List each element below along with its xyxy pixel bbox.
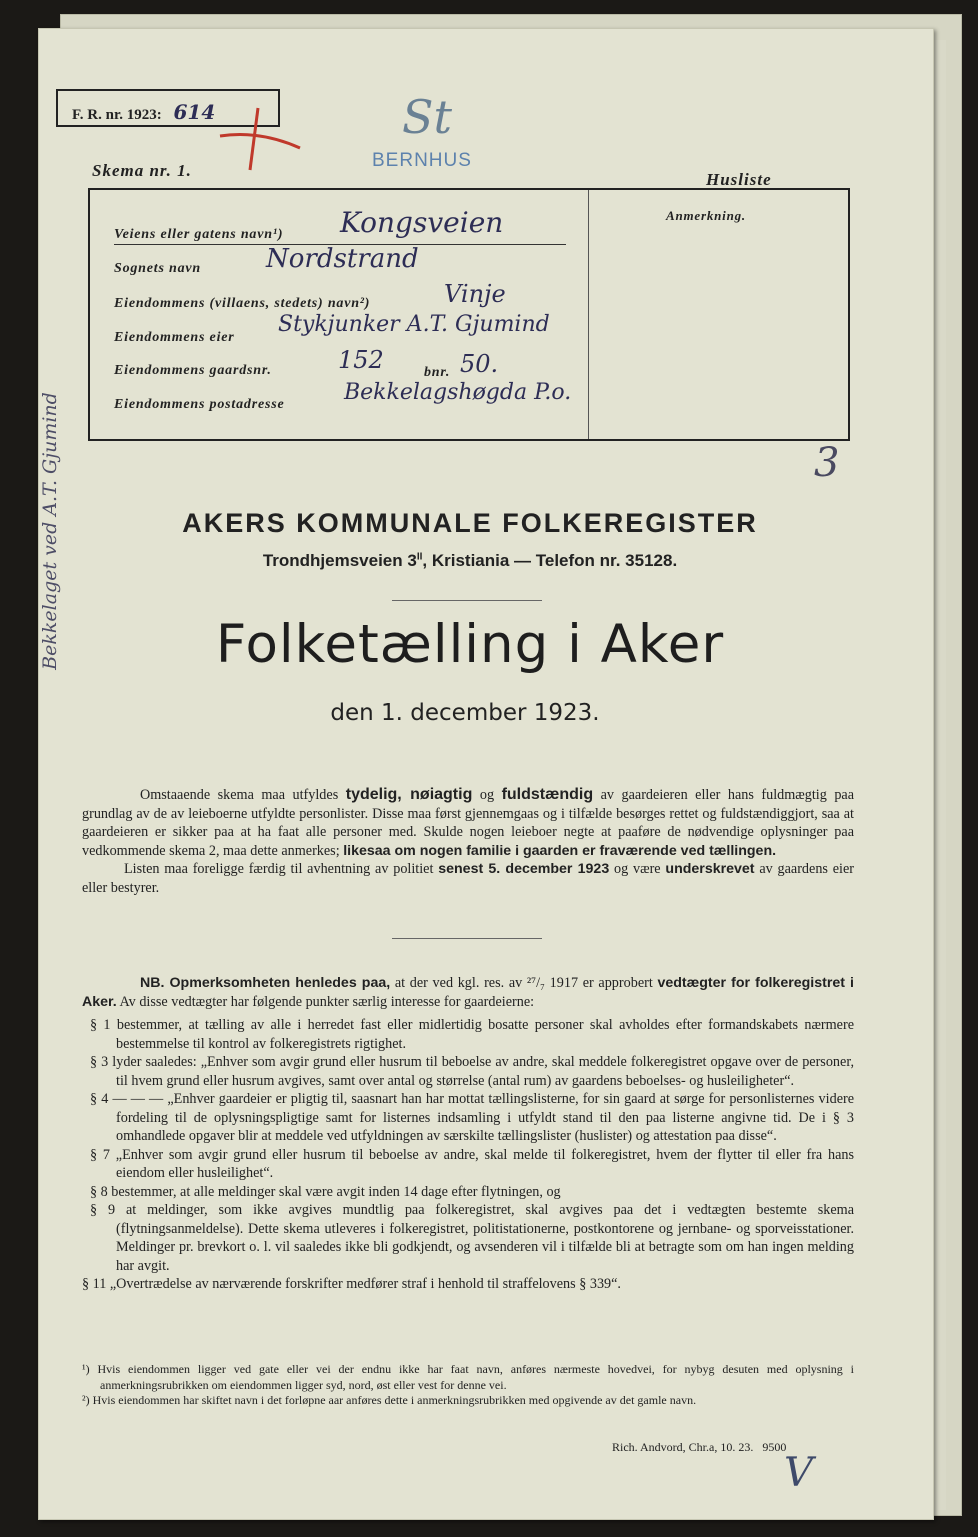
paragraph-text: — — — „Enhver gaardeier er pligtig til, saasnart han har mottat tællingslisterne, for sin gaard at sørge for personlisternes videre fordeling til de oplysningspligtige samt for listernes indsamling i utfyldt stand til den paa listerne angivne tid. De i § 3 omhandlede opgaver blir at meddele ved utfyldningen av særskilte tællingslister (huslister) og attestation paa disse“. [112,1091,855,1144]
office-title: AKERS KOMMUNALE FOLKEREGISTER [182,508,758,538]
intro-bold-tydelig: tydelig, nøiagtig [345,786,473,803]
signed-bold: underskrevet [665,861,755,877]
deadline-text-a: Listen maa foreligge færdig til avhentning av politiet [124,861,439,877]
fr-label: F. R. nr. 1923: [72,107,162,123]
office-address-post: , Kristiania — Telefon nr. 35128. [422,551,678,570]
anmerkning-label: Anmerkning. [666,208,746,223]
deadline-text-c: og være [609,861,666,877]
postal-address-label: Eiendommens postadresse [114,397,285,412]
paragraph-text: bestemmer, at tælling av alle i herredet fast eller midlertidig bosatte personer skal avholdes efter formandskabets nærmere bestemmelse til kontrol av folkeregistrets rigtighet. [116,1017,854,1052]
deadline-bold: senest 5. december 1923 [438,861,610,877]
footnote-mark: ²) [82,1393,90,1407]
owner-label: Eiendommens eier [114,330,235,345]
parish-value: Nordstrand [266,244,419,274]
gaardsnr-label: Eiendommens gaardsnr. [114,363,272,378]
sheet-number: 3 [814,440,840,486]
paragraph-8 [82,1183,854,1202]
husliste-label: Husliste [706,170,772,189]
paragraph-1 [82,1016,854,1053]
bottom-handwritten-mark: V [784,1450,813,1496]
form-divider [588,190,589,439]
paragraph-9 [82,1201,854,1275]
footnote-2 [82,1393,854,1409]
paragraph-3 [82,1053,854,1090]
bnr-value: 50. [460,350,499,378]
footnote-text: Hvis eiendommen har skiftet navn i det forløpne aar anføres dette i anmerkningsrubrikken med opgivende av det gamle navn. [92,1393,697,1407]
paragraph-text: „Overtrædelse av nærværende forskrifter medfører straf i henhold til straffelovens § 339“. [109,1276,621,1292]
header-rule [392,600,542,601]
footnotes [82,1362,854,1409]
handwritten-st: St [402,90,452,144]
fr-number: 614 [173,100,216,124]
footnote-1 [82,1362,854,1393]
paragraph-number: § 8 [90,1183,108,1200]
footnote-text: Hvis eiendommen ligger ved gate eller vei der endnu ikke har faat navn, anføres nærmeste hovedvei, for nybyg desuten med oplysning i anmerkningsrubrikken om eiendommen ligger syd, nord, øst eller vest for denne vei. [97,1362,855,1392]
office-address [0,551,940,571]
property-form [88,188,850,441]
footnote-mark: ¹) [82,1362,90,1376]
parish-label: Sognets navn [114,261,202,276]
bnr-label: bnr. [424,365,451,380]
printer-imprint: Rich. Andvord, Chr.a, 10. 23. 9500 [612,1440,787,1454]
property-name-value: Vinje [444,280,506,308]
intro-text-a: Omstaaende skema maa utfyldes [140,787,346,803]
paragraph-list [82,1016,854,1294]
gaardsnr-value: 152 [338,346,384,374]
margin-handwritten-note: Bekkelaget ved A.T. Gjumind [39,392,61,670]
intro-paragraph [82,786,854,897]
skema-number: Skema nr. 1. [92,161,192,180]
paragraph-number: § 1 [90,1017,111,1033]
intro-bold-fuldstaendig: fuldstændig [501,786,594,803]
red-cross-mark [200,100,310,180]
paragraph-text: bestemmer, at alle meldinger skal være avgit inden 14 dage efter flytningen, og [111,1183,561,1200]
paragraph-text: lyder saaledes: „Enhver som avgir grund eller husrum til beboelse av andre, skal meddele folkeregistret opgave over de personer, til hvem grund eller husrum avgives, samt over antal og størrelse (antal rum) av gaardens beboelses- og husleiligheter“. [112,1054,855,1089]
nb-paragraph [82,974,854,1011]
owner-value: Stykjunker A.T. Gjumind [278,312,550,337]
paragraph-11 [82,1275,854,1294]
deadline-text-e: av gaardens eier eller bestyrer. [82,861,854,896]
property-name-label: Eiendommens (villaens, stedets) navn²) [114,296,371,311]
intro-text-c: og [472,787,502,803]
street-value: Kongsveien [340,206,504,239]
paragraph-number: § 7 [90,1146,110,1163]
office-address-pre: Trondhjemsveien 3 [262,551,417,570]
main-title: Folketælling i Aker [215,614,725,675]
bernhus-stamp: BERNHUS [372,150,472,171]
office-address-sup: II [416,551,423,563]
postal-address-value: Bekkelagshøgda P.o. [344,380,572,405]
nb-text-b: at der ved kgl. res. av ²⁷/₇ 1917 er approbert [390,975,658,991]
intro-text-e: av gaardeieren eller hans fuldmægtig paa grundlag av de av leieboerne utfyldte personlister. Disse maa først gjennemgaas og i tilfælde besørges rettet og fuldstændiggjort, saa at gaardeieren er sikker paa at ha faat alle personer med. Skulde nogen leieboer negte at paaføre de nødvendige oplysninger paa vedkommende skema 2, maa dette anmerkes; [82,787,855,859]
paragraph-number: § 11 [82,1276,107,1292]
nb-bold: NB. Opmerksomheten henledes paa, [140,975,391,991]
nb-bold-vedtaegter: vedtægter for folkeregistret i Aker. [82,975,854,1010]
paragraph-number: § 4 [90,1091,109,1107]
intro-rule [392,938,542,939]
paragraph-number: § 3 [90,1054,109,1070]
paragraph-number: § 9 [90,1202,116,1218]
paragraph-text: at meldinger, som ikke avgives mundtlig paa folkeregistret, skal avgives paa det i vedtægten bestemte skema (flytningsanmeldelse). Dette skema utleveres i folkeregistret, politistationerne, postkontorene og jernbane- og sporveisstationer. Meldinger pr. brevkort o. l. vil saaledes ikke bli godkjendt, og avsenderen vil i tilfælde bli at betragte som om han ingen melding har avgit. [116,1202,854,1274]
paragraph-text: „Enhver som avgir grund eller husrum til beboelse av andre, skal melde til folkeregistret, hvem der flytter til eller fra hans eiendom eller husleilighet“. [115,1146,855,1181]
paragraph-4 [82,1090,854,1146]
intro-bold-likesaa: likesaa om nogen familie i gaarden er fraværende ved tællingen. [343,842,777,859]
paragraph-7 [82,1146,854,1183]
street-label: Veiens eller gatens navn¹) [114,227,284,242]
nb-text-d: Av disse vedtægter har følgende punkter særlig interesse for gaardeierne: [116,993,535,1010]
main-subtitle: den 1. december 1923. [330,700,600,726]
